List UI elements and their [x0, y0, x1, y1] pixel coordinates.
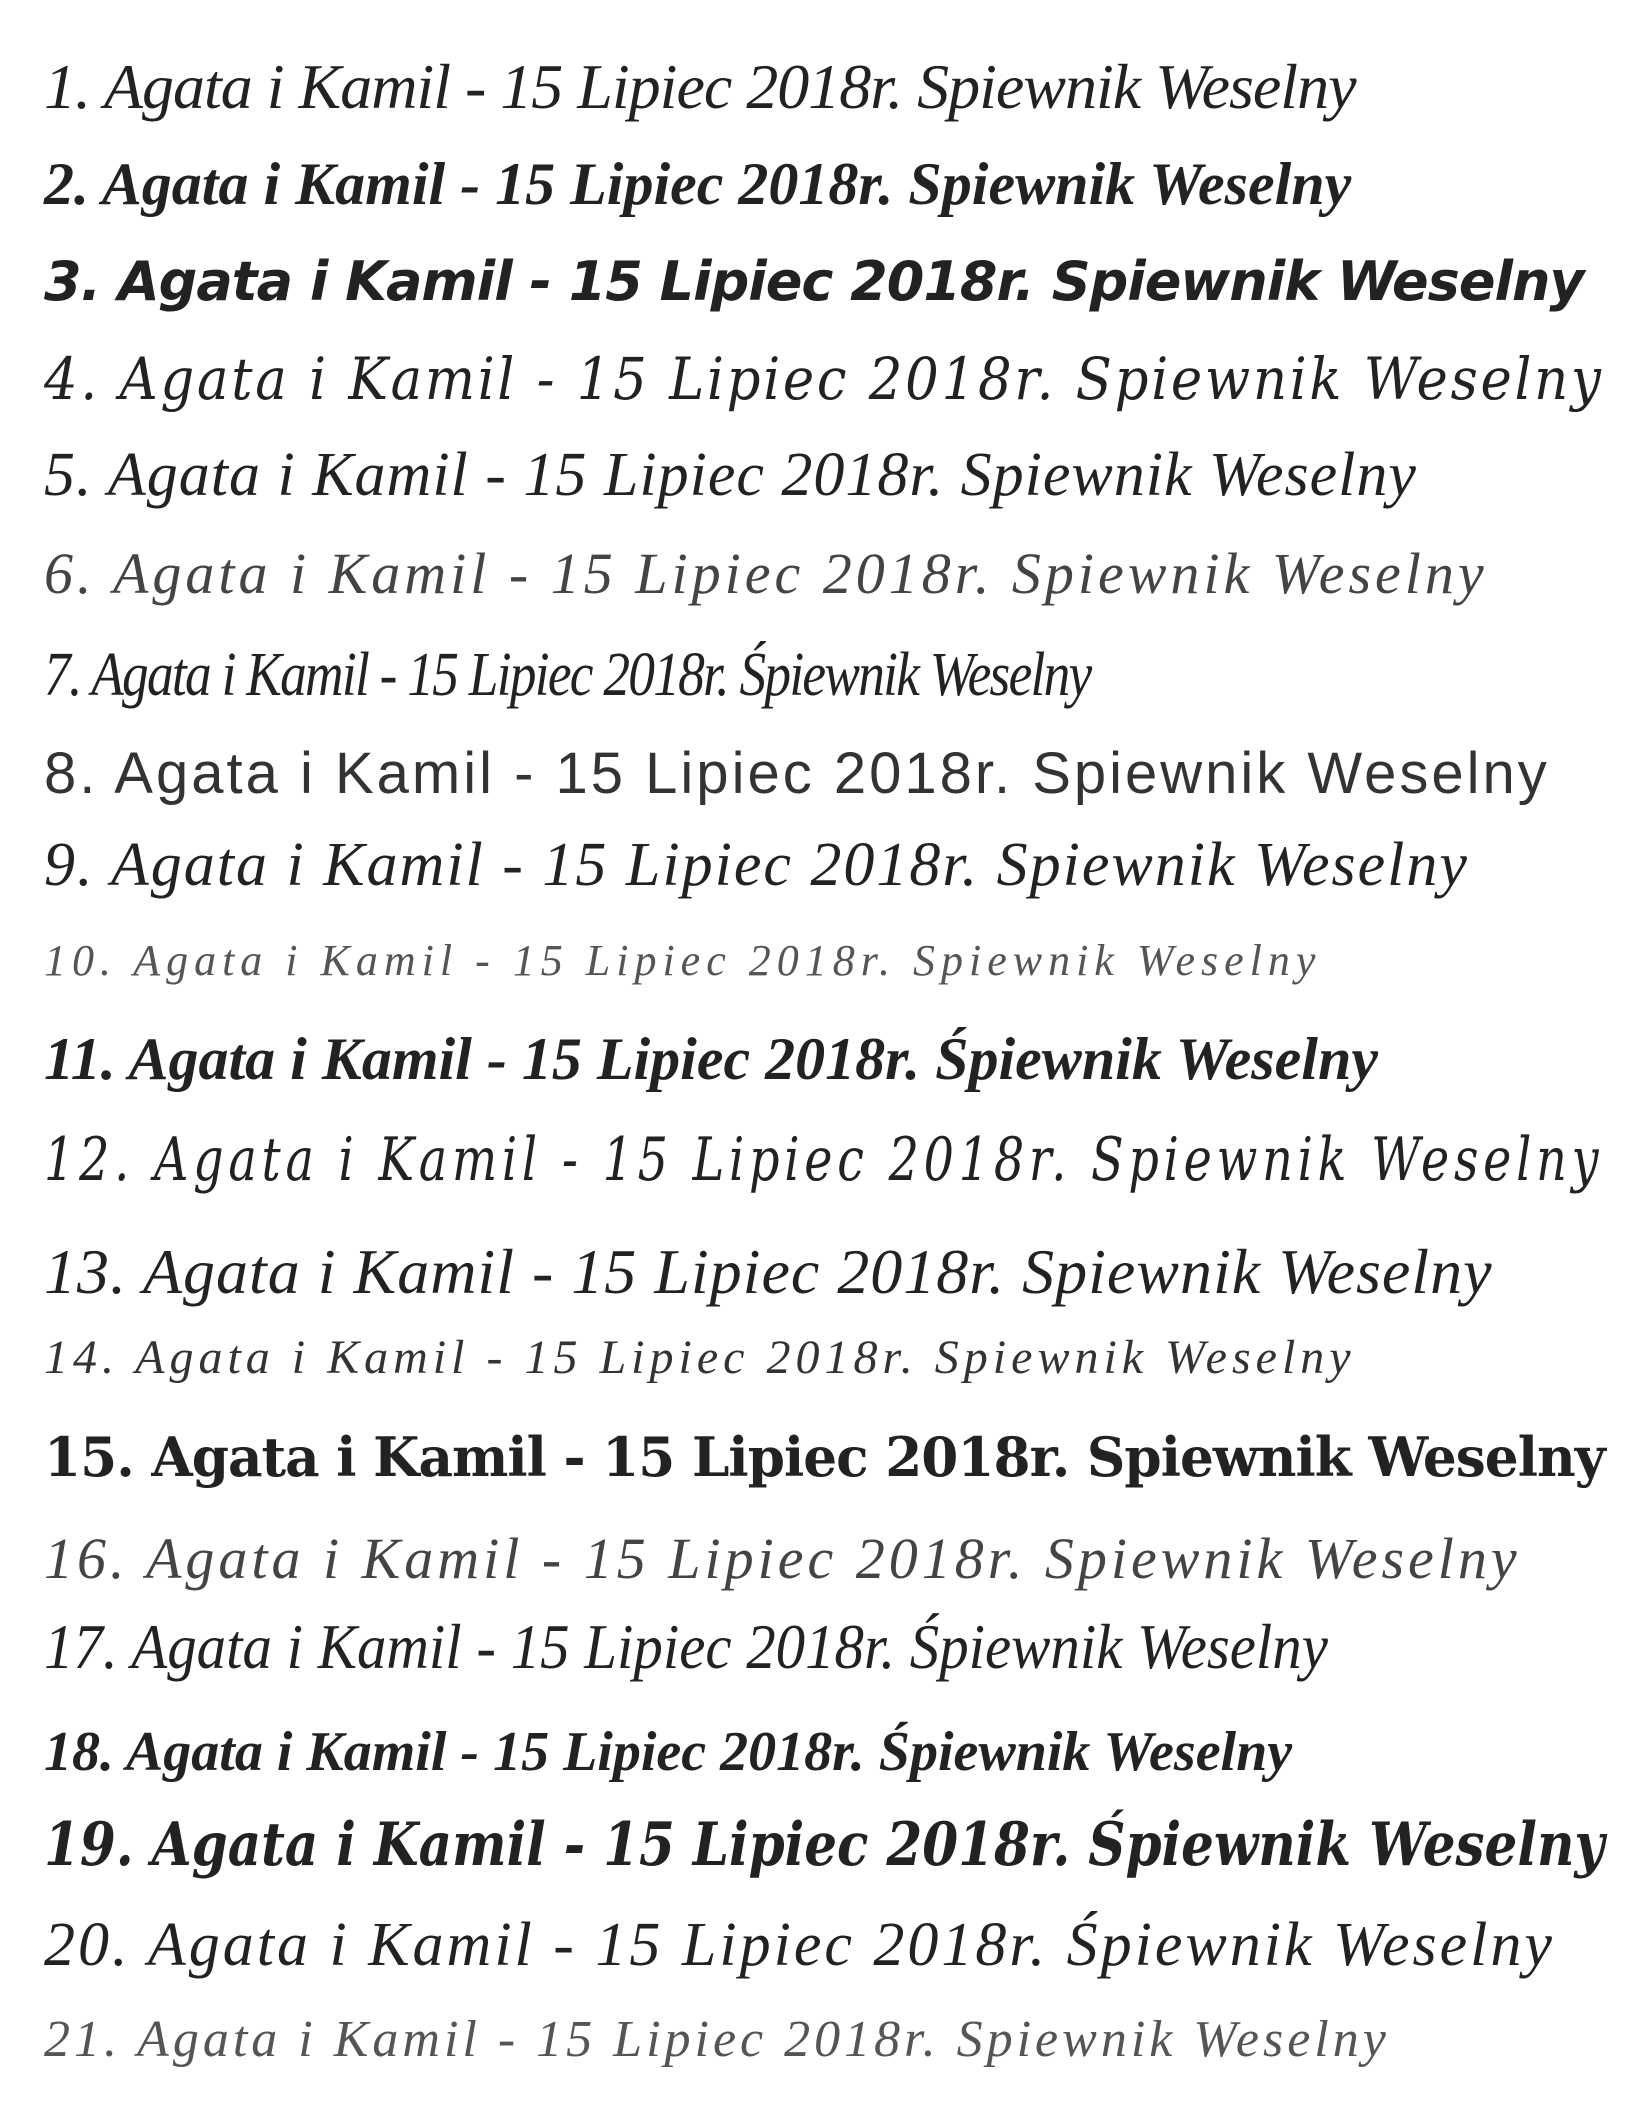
font-sample-text: 19. Agata i Kamil - 15 Lipiec 2018r. Śpiewnik Weselny: [44, 1810, 1605, 1880]
font-sample-text: 4. Agata i Kamil - 15 Lipiec 2018r. Spiewnik Weselny: [44, 345, 1604, 413]
font-sample-10: [44, 935, 1604, 986]
font-sample-18: [44, 1720, 1604, 1784]
font-sample-text: 2. Agata i Kamil - 15 Lipiec 2018r. Spiewnik Weselny: [44, 151, 1352, 217]
font-sample-9: [44, 830, 1604, 901]
font-sample-1: [44, 50, 1604, 124]
font-sample-11: [44, 1025, 1604, 1094]
font-sample-20: [44, 1910, 1604, 1981]
font-sample-8: [44, 740, 1604, 807]
font-sample-13: [44, 1235, 1604, 1309]
font-sample-text: 16. Agata i Kamil - 15 Lipiec 2018r. Spiewnik Weselny: [44, 1526, 1521, 1591]
font-sample-4: [44, 345, 1604, 413]
font-sample-text: 11. Agata i Kamil - 15 Lipiec 2018r. Śpiewnik Weselny: [44, 1026, 1378, 1092]
font-sample-3: [44, 250, 1604, 313]
font-sample-text: 9. Agata i Kamil - 15 Lipiec 2018r. Spiewnik Weselny: [44, 831, 1469, 899]
font-sample-text: 17. Agata i Kamil - 15 Lipiec 2018r. Śpiewnik Weselny: [44, 1611, 1328, 1682]
font-sample-text: 7. Agata i Kamil - 15 Lipiec 2018r. Śpiewnik Weselny: [44, 641, 1091, 709]
font-sample-14: [44, 1330, 1604, 1385]
font-sample-19: [44, 1810, 1605, 1880]
font-sample-12: [44, 1125, 1604, 1195]
font-sample-text: 21. Agata i Kamil - 15 Lipiec 2018r. Spiewnik Weselny: [44, 2011, 1390, 2068]
font-sample-text: 12. Agata i Kamil - 15 Lipiec 2018r. Spiewnik Weselny: [44, 1125, 1604, 1195]
font-sample-5: [44, 440, 1604, 511]
font-sample-2: [44, 150, 1604, 219]
font-sample-17: [44, 1610, 1479, 1684]
font-sample-text: 14. Agata i Kamil - 15 Lipiec 2018r. Spiewnik Weselny: [44, 1331, 1356, 1384]
font-sample-text: 5. Agata i Kamil - 15 Lipiec 2018r. Spiewnik Weselny: [44, 441, 1417, 509]
font-sample-text: 3. Agata i Kamil - 15 Lipiec 2018r. Spiewnik Weselny: [44, 250, 1584, 313]
font-sample-16: [44, 1525, 1604, 1592]
font-sample-text: 8. Agata i Kamil - 15 Lipiec 2018r. Spiewnik Weselny: [44, 741, 1550, 806]
font-sample-text: 6. Agata i Kamil - 15 Lipiec 2018r. Spiewnik Weselny: [44, 541, 1488, 606]
font-sample-7: [44, 640, 1386, 711]
font-sample-6: [44, 540, 1604, 607]
font-sample-text: 10. Agata i Kamil - 15 Lipiec 2018r. Spiewnik Weselny: [44, 936, 1322, 985]
font-sample-21: [44, 2010, 1604, 2069]
font-sample-text: 15. Agata i Kamil - 15 Lipiec 2018r. Spiewnik Weselny: [44, 1425, 1605, 1489]
font-sample-text: 13. Agata i Kamil - 15 Lipiec 2018r. Spiewnik Weselny: [44, 1236, 1493, 1307]
font-sample-text: 18. Agata i Kamil - 15 Lipiec 2018r. Śpiewnik Weselny: [44, 1721, 1293, 1783]
font-sample-text: 20. Agata i Kamil - 15 Lipiec 2018r. Śpiewnik Weselny: [44, 1911, 1555, 1979]
font-sample-15: [44, 1425, 1605, 1489]
font-sample-text: 1. Agata i Kamil - 15 Lipiec 2018r. Spiewnik Weselny: [44, 51, 1356, 122]
